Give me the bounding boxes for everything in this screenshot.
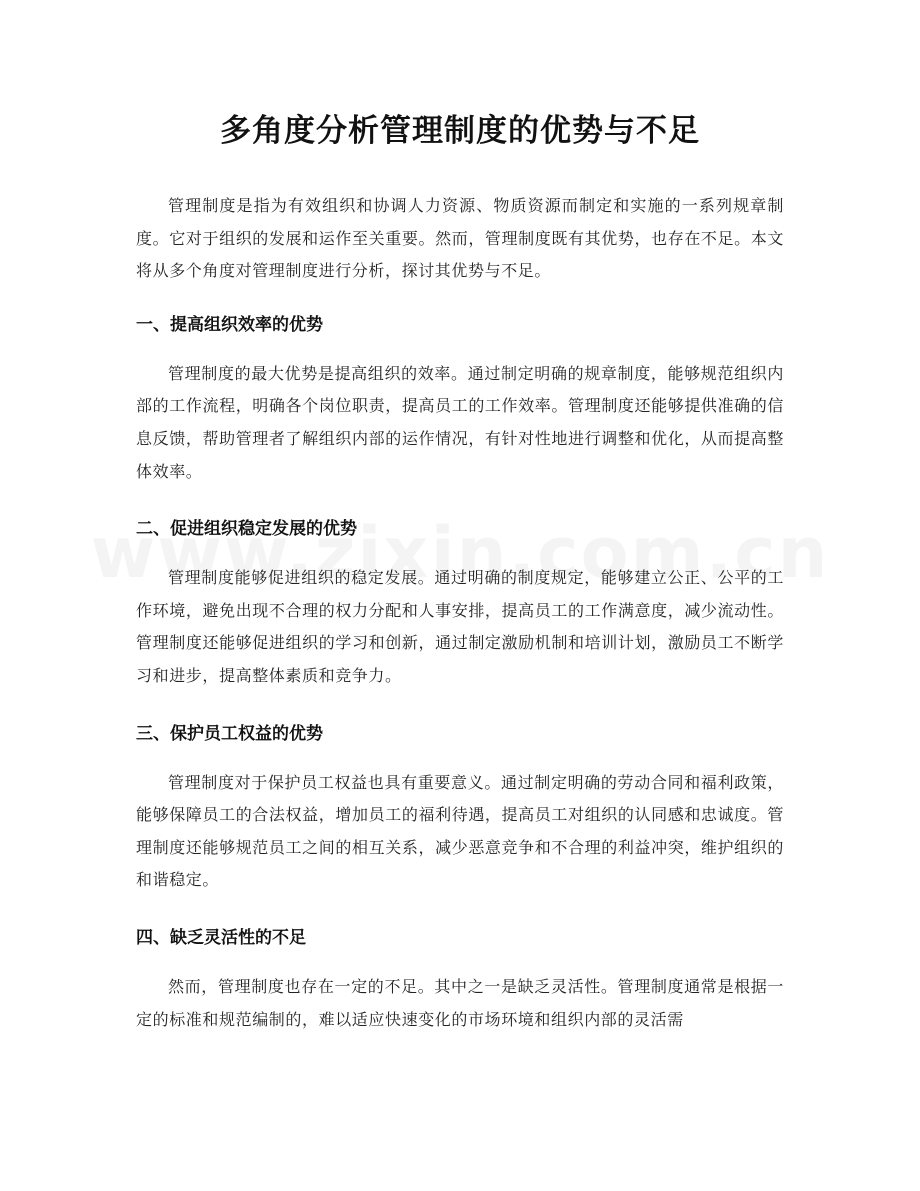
section-heading-3: 三、保护员工权益的优势 (136, 723, 323, 744)
intro-paragraph: 管理制度是指为有效组织和协调人力资源、物质资源而制定和实施的一系列规章制度。它对于组织的发展和运作至关重要。然而，管理制度既有其优势，也存在不足。本文将从多个角度对管理制度进行分析，探讨其优势与不足。 (136, 196, 784, 281)
section-paragraph-4: 然而，管理制度也存在一定的不足。其中之一是缺乏灵活性。管理制度通常是根据一定的标准和规范编制的，难以适应快速变化的市场环境和组织内部的灵活需 (136, 976, 784, 1029)
section-heading-2: 二、促进组织稳定发展的优势 (136, 519, 357, 540)
section-paragraph-2: 管理制度能够促进组织的稳定发展。通过明确的制度规定，能够建立公正、公平的工作环境，避免出现不合理的权力分配和人事安排，提高员工的工作满意度，减少流动性。管理制度还能够促进组织的学习和创新，通过制定激励机制和培训计划，激励员工不断学习和进步，提高整体素质和竞争力。 (136, 568, 784, 685)
page-title: 多角度分析管理制度的优势与不足 (220, 113, 700, 149)
section-paragraph-1: 管理制度的最大优势是提高组织的效率。通过制定明确的规章制度，能够规范组织内部的工作流程，明确各个岗位职责，提高员工的工作效率。管理制度还能够提供准确的信息反馈，帮助管理者了解组织内部的运作情况，有针对性地进行调整和优化，从而提高整体效率。 (136, 363, 784, 481)
section-heading-1: 一、提高组织效率的优势 (136, 314, 323, 335)
section-heading-4: 四、缺乏灵活性的不足 (136, 927, 306, 948)
section-paragraph-3: 管理制度对于保护员工权益也具有重要意义。通过制定明确的劳动合同和福利政策，能够保障员工的合法权益，增加员工的福利待遇，提高员工对组织的认同感和忠诚度。管理制度还能够规范员工之间的相互关系，减少恶意竞争和不合理的利益冲突，维护组织的和谐稳定。 (136, 772, 784, 890)
